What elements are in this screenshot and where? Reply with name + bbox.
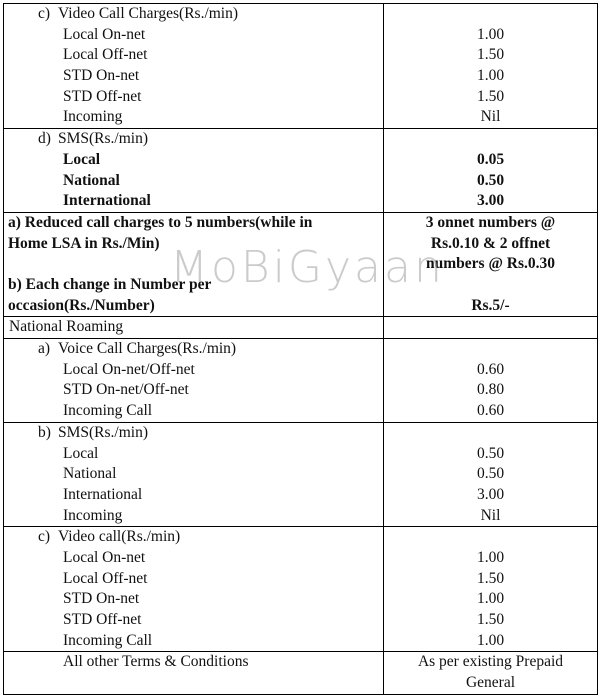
- rate-label: Local: [63, 150, 101, 168]
- roaming-voice-section: [4, 339, 598, 423]
- terms-value-cell: [384, 652, 598, 694]
- rate-value: 0.05: [476, 150, 505, 168]
- roaming-sms-values-cell: [384, 422, 598, 526]
- rate-value: 1.00: [476, 67, 505, 85]
- rate-label: STD Off-net: [63, 611, 142, 628]
- rate-label: International: [63, 485, 143, 503]
- reduced-charges-section: [4, 212, 598, 317]
- roaming-video-values-cell: [384, 527, 598, 652]
- rate-label: Incoming Call: [63, 402, 153, 420]
- rate-label: Local On-net/Off-net: [63, 360, 195, 378]
- national-roaming-title-cell: [4, 317, 384, 339]
- rate-label: Local Off-net: [63, 569, 148, 587]
- rate-value: 0.60: [476, 402, 505, 420]
- rate-label: Incoming Call: [63, 631, 153, 649]
- terms-section: [4, 652, 598, 694]
- rate-value: 0.50: [476, 465, 505, 483]
- reduced-charges-value: 3 onnet numbers @ Rs.0.10 & 2 offnet numbers @ Rs.0.30: [425, 213, 556, 273]
- rate-label: STD On-net: [63, 590, 140, 608]
- rate-value: 0.80: [476, 381, 505, 399]
- terms-label: All other Terms & Conditions: [63, 653, 249, 671]
- national-roaming-header-row: [4, 317, 598, 339]
- rate-label: Local On-net: [63, 548, 146, 566]
- roaming-sms-labels-cell: [4, 422, 384, 526]
- rate-label: STD On-net: [63, 67, 140, 85]
- sms-values-cell: [384, 129, 598, 213]
- rate-value: 1.00: [476, 25, 505, 43]
- watermark-logo: MoBiGyaan: [170, 242, 445, 293]
- rate-value: Nil: [480, 108, 501, 126]
- tariff-table: [3, 3, 598, 695]
- rate-value: 1.50: [476, 611, 505, 628]
- rate-label: STD On-net/Off-net: [63, 381, 189, 399]
- rate-value: 1.00: [476, 590, 505, 608]
- rate-value: 0.50: [476, 171, 505, 189]
- roaming-video-section: [4, 527, 598, 652]
- rate-label: Local On-net: [63, 25, 146, 43]
- section-heading: c) Video call(Rs./min): [38, 528, 181, 546]
- national-roaming-title: National Roaming: [9, 318, 124, 336]
- rate-value: Nil: [480, 506, 501, 524]
- rate-label: Incoming: [63, 108, 123, 126]
- rate-label: Local Off-net: [63, 46, 148, 64]
- rate-label: Local: [63, 444, 99, 462]
- rate-value: 1.50: [476, 46, 505, 64]
- roaming-voice-labels-cell: [4, 339, 384, 423]
- video-call-labels-cell: [4, 4, 384, 129]
- rate-value: 3.00: [476, 192, 505, 210]
- rate-label: Incoming: [63, 506, 123, 524]
- rate-value: 1.50: [476, 569, 505, 587]
- terms-value: As per existing Prepaid: [417, 653, 564, 671]
- sms-labels-cell: [4, 129, 384, 213]
- terms-label-cell: [4, 652, 384, 694]
- rate-value: 1.00: [476, 548, 505, 566]
- rate-label: National: [63, 171, 120, 189]
- section-heading: a) Voice Call Charges(Rs./min): [38, 340, 237, 358]
- terms-value: General: [465, 674, 516, 692]
- roaming-sms-section: [4, 422, 598, 526]
- rate-value: 1.00: [476, 631, 505, 649]
- reduced-charges-values-cell: [384, 212, 598, 317]
- section-heading: b) SMS(Rs./min): [38, 423, 149, 441]
- roaming-voice-values-cell: [384, 339, 598, 423]
- sms-section: [4, 129, 598, 213]
- number-change-label: b) Each change in Number per occasion(Rs./Number): [8, 275, 212, 314]
- roaming-video-labels-cell: [4, 527, 384, 652]
- video-call-charges-section: [4, 4, 598, 129]
- rate-value: 0.50: [476, 444, 505, 462]
- rate-label: International: [63, 192, 151, 210]
- rate-value: 1.50: [476, 87, 505, 105]
- reduced-charges-labels-cell: [4, 212, 384, 317]
- rate-label: National: [63, 465, 117, 483]
- number-change-value: Rs.5/-: [471, 296, 510, 314]
- video-call-values-cell: [384, 4, 598, 129]
- section-heading: d) SMS(Rs./min): [38, 130, 149, 148]
- rate-value: 0.60: [476, 360, 505, 378]
- rate-value: 3.00: [476, 485, 505, 503]
- rate-label: STD Off-net: [63, 87, 142, 105]
- section-heading: c) Video Call Charges(Rs./min): [38, 5, 239, 22]
- reduced-charges-label: a) Reduced call charges to 5 numbers(while in Home LSA in Rs./Min): [8, 213, 313, 252]
